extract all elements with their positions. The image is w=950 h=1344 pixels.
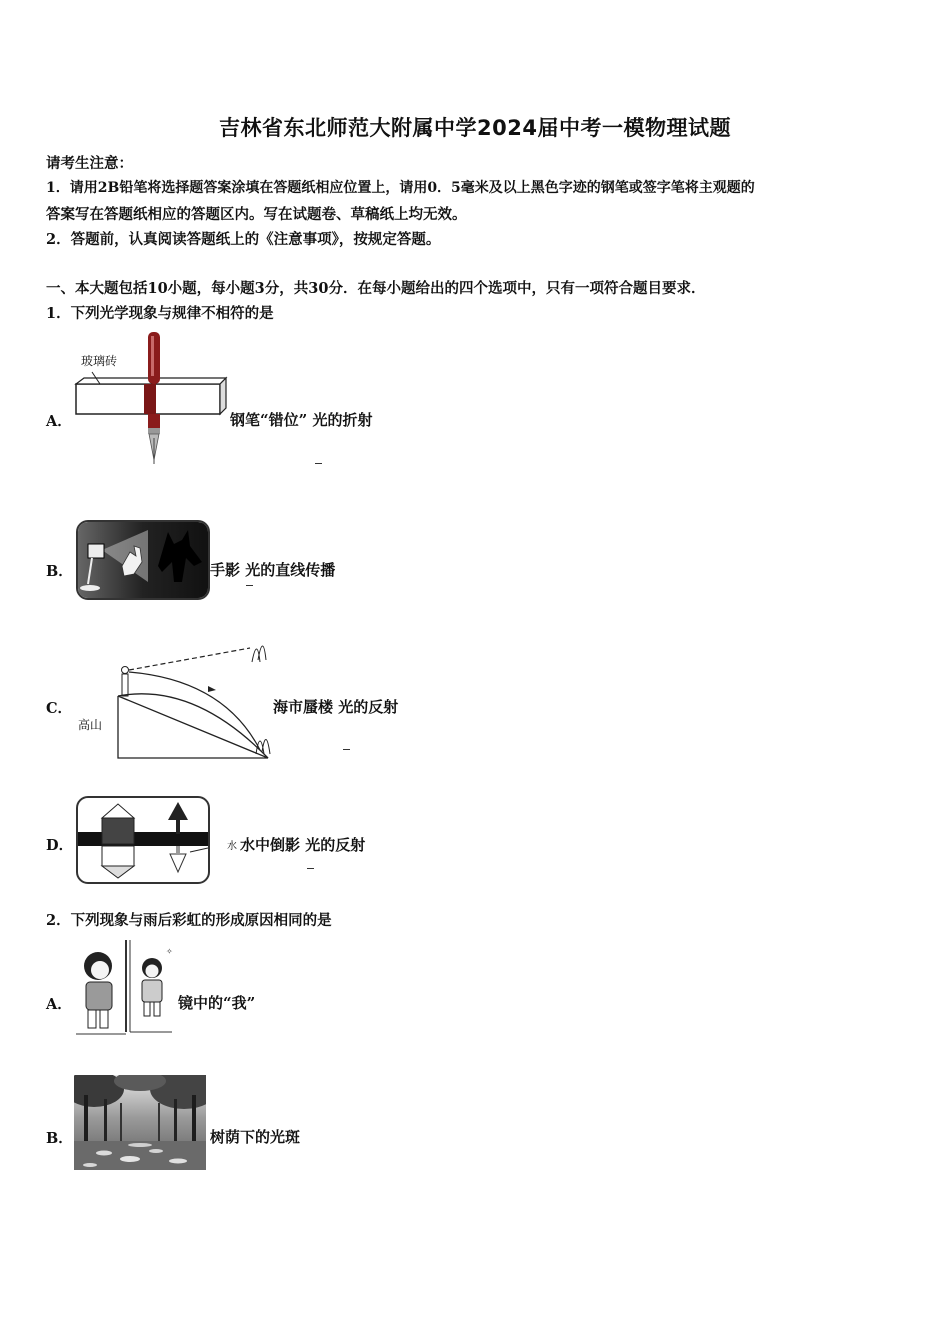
section-heading: 一、本大题包括10小题，每小题3分，共30分．在每小题给出的四个选项中，只有一项符合题目要求．: [46, 280, 706, 297]
q1-option-d-letter: D．: [46, 837, 74, 854]
q1-option-c-caption: 海市蜃楼 光的反射: [273, 698, 399, 716]
q1-option-a-caption: 钢笔“错位” 光的折射: [230, 411, 373, 429]
notice-item-1-line-1: 1．请用2B铅笔将选择题答案涂填在答题纸相应位置上，请用0．5毫米及以上黑色字迹的钢笔或签字笔将主观题的: [46, 180, 755, 196]
q2-option-b-caption: 树荫下的光斑: [210, 1128, 301, 1146]
glass-block-label: 玻璃砖: [81, 354, 118, 368]
blank-mark: [246, 585, 253, 586]
q1-option-c-letter: C．: [46, 700, 73, 717]
notice-item-1-line-2: 答案写在答题纸相应的答题区内。写在试题卷、草稿纸上均无效。: [46, 206, 467, 223]
q2-option-a-caption: 镜中的“我”: [178, 994, 256, 1012]
blank-mark: [343, 749, 350, 750]
notice-heading: 请考生注意：: [46, 155, 133, 172]
mountain-label: 高山: [78, 718, 103, 732]
water-reflection-figure: [76, 796, 210, 884]
question-1-stem: 1．下列光学现象与规律不相符的是: [46, 305, 274, 322]
svg-text:✧: ✧: [166, 947, 173, 956]
tree-shade-photo: [74, 1075, 206, 1170]
q1-option-b-letter: B．: [46, 563, 73, 580]
page-title: 吉林省东北师范大附属中学2024届中考一模物理试题: [219, 116, 731, 140]
blank-mark: [307, 868, 314, 869]
water-label: 水: [227, 841, 237, 852]
question-2-stem: 2．下列现象与雨后彩虹的形成原因相同的是: [46, 912, 332, 929]
hand-shadow-figure: [76, 520, 210, 600]
q2-option-a-letter: A．: [46, 996, 72, 1013]
blank-mark: [315, 463, 322, 464]
q1-option-b-caption: 手影 光的直线传播: [210, 561, 336, 579]
notice-item-2: 2．答题前，认真阅读答题纸上的《注意事项》，按规定答题。: [46, 231, 441, 248]
q2-option-b-letter: B．: [46, 1130, 73, 1147]
q1-option-d-caption: 水中倒影 光的反射: [240, 836, 366, 854]
q1-option-a-letter: A．: [46, 413, 72, 430]
mirage-figure: [74, 632, 274, 762]
mirror-figure: [74, 938, 174, 1036]
pen-glass-figure: [72, 328, 232, 473]
